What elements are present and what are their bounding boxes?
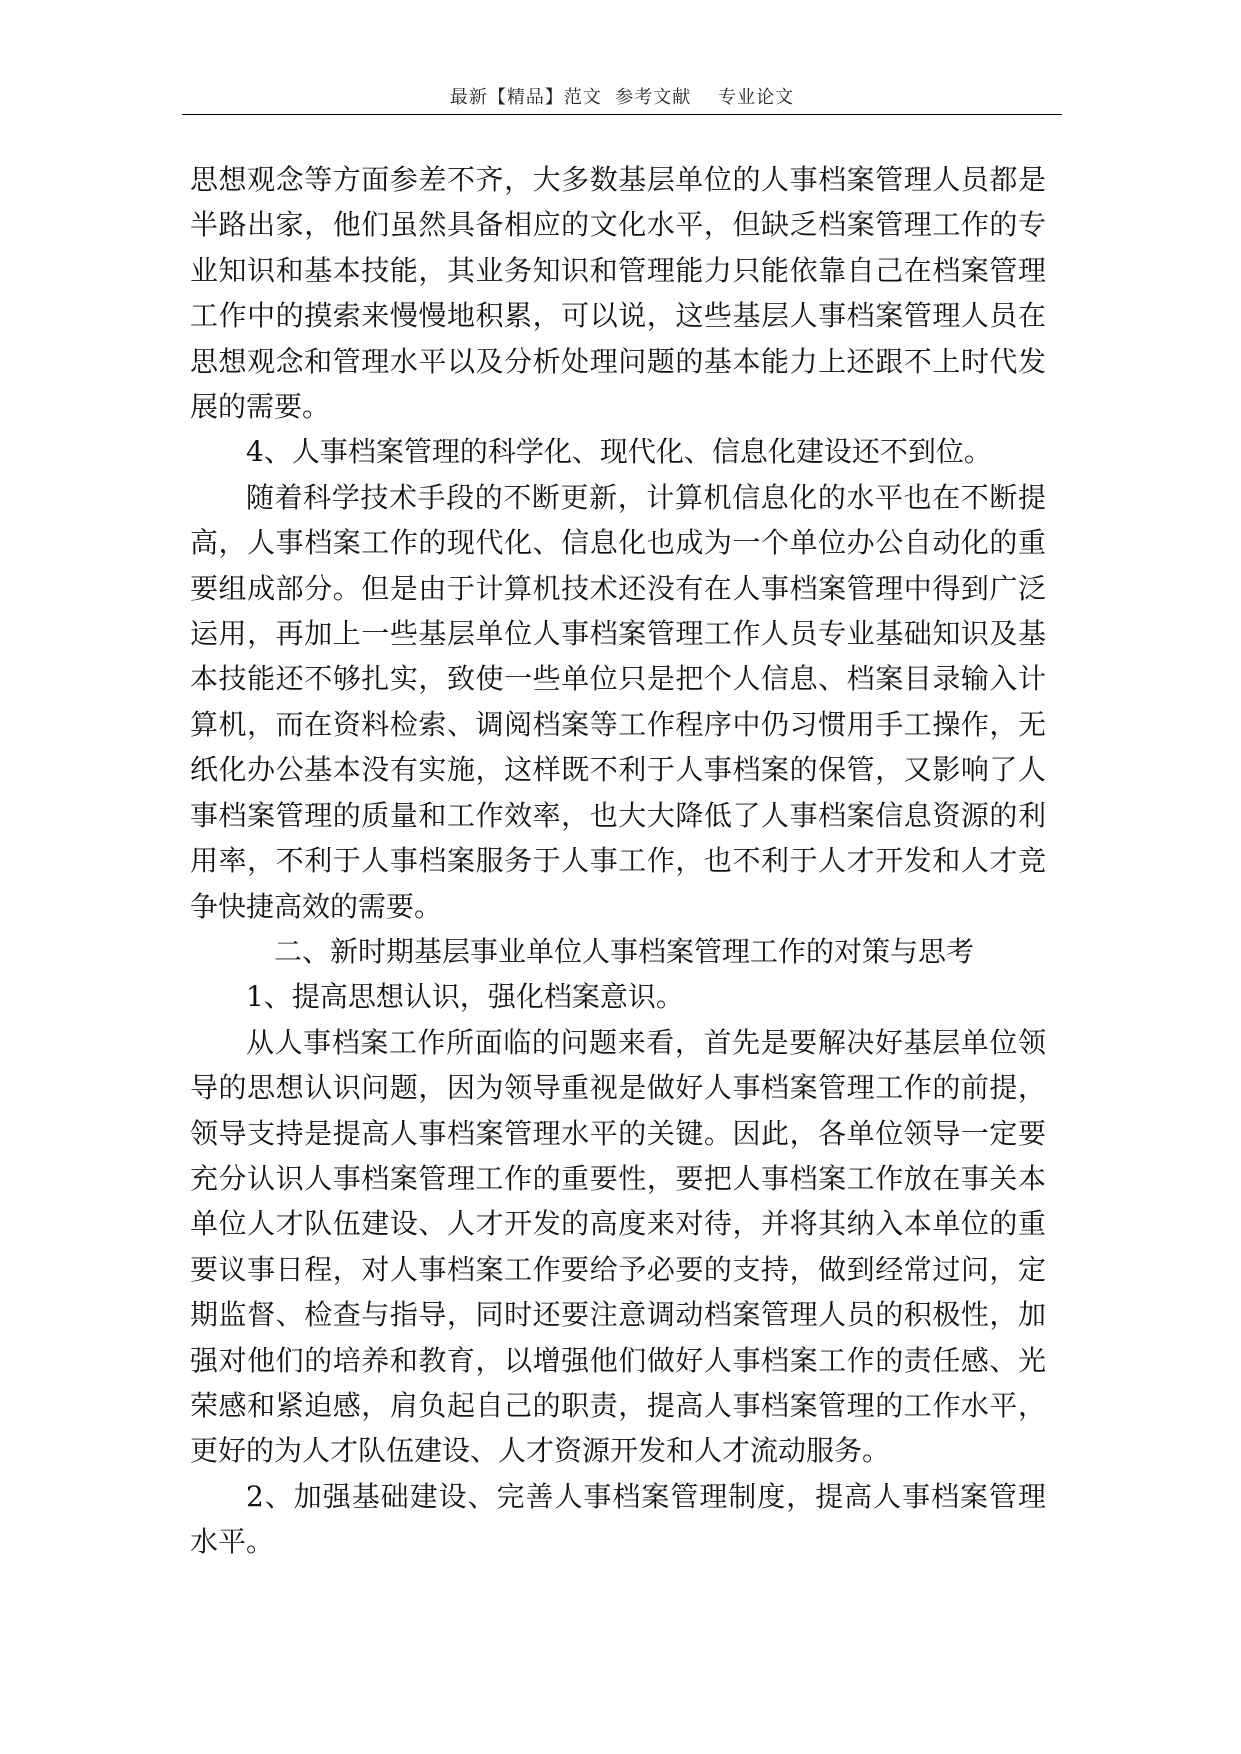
paragraph-informatization: 随着科学技术手段的不断更新，计算机信息化的水平也在不断提高，人事档案工作的现代化、信息化也成为一个单位办公自动化的重要组成部分。但是由于计算机技术还没有在人事档案管理中得到广泛运用，再加上一些基层单位人事档案管理工作人员专业基础知识及基本技能还不够扎实，致使一些单位只是把个人信息、档案目录输入计算机，而在资料检索、调阅档案等工作程序中仍习惯用手工操作，无纸化办公基本没有实施，这样既不利于人事档案的保管，又影响了人事档案管理的质量和工作效率，也大大降低了人事档案信息资源的利用率，不利于人事档案服务于人事工作，也不利于人才开发和人才竞争快捷高效的需要。 bbox=[190, 480, 1046, 923]
paragraph-awareness: 从人事档案工作所面临的问题来看，首先是要解决好基层单位领导的思想认识问题，因为领导重视是做好人事档案管理工作的前提，领导支持是提高人事档案管理水平的关键。因此，各单位领导一定要充分认识人事档案管理工作的重要性，要把人事档案工作放在事关本单位人才队伍建设、人才开发的高度来对待，并将其纳入本单位的重要议事日程，对人事档案工作要给予必要的支持，做到经常过问，定期监督、检查与指导，同时还要注意调动档案管理人员的积极性，加强对他们的培养和教育，以增强他们做好人事档案工作的责任感、光荣感和紧迫感，肩负起自己的职责，提高人事档案管理的工作水平，更好的为人才队伍建设、人才资源开发和人才流动服务。 bbox=[190, 1025, 1046, 1468]
subheading-4: 4、人事档案管理的科学化、现代化、信息化建设还不到位。 bbox=[246, 435, 992, 469]
paragraph-continuation: 思想观念等方面参差不齐，大多数基层单位的人事档案管理人员都是半路出家，他们虽然具备相应的文化水平，但缺乏档案管理工作的专业知识和基本技能，其业务知识和管理能力只能依靠自己在档案管理工作中的摸索来慢慢地积累，可以说，这些基层人事档案管理人员在思想观念和管理水平以及分析处理问题的基本能力上还跟不上时代发展的需要。 bbox=[190, 163, 1046, 424]
section-heading-2: 二、新时期基层事业单位人事档案管理工作的对策与思考 bbox=[274, 934, 975, 968]
page-header: 最新【精品】范文 参考文献 专业论文 bbox=[449, 87, 795, 108]
subheading-1: 1、提高思想认识，强化档案意识。 bbox=[246, 980, 684, 1014]
subheading-2: 2、加强基础建设、完善人事档案管理制度，提高人事档案管理水平。 bbox=[190, 1479, 1046, 1559]
header-divider bbox=[182, 114, 1062, 115]
document-body bbox=[190, 157, 1046, 1565]
